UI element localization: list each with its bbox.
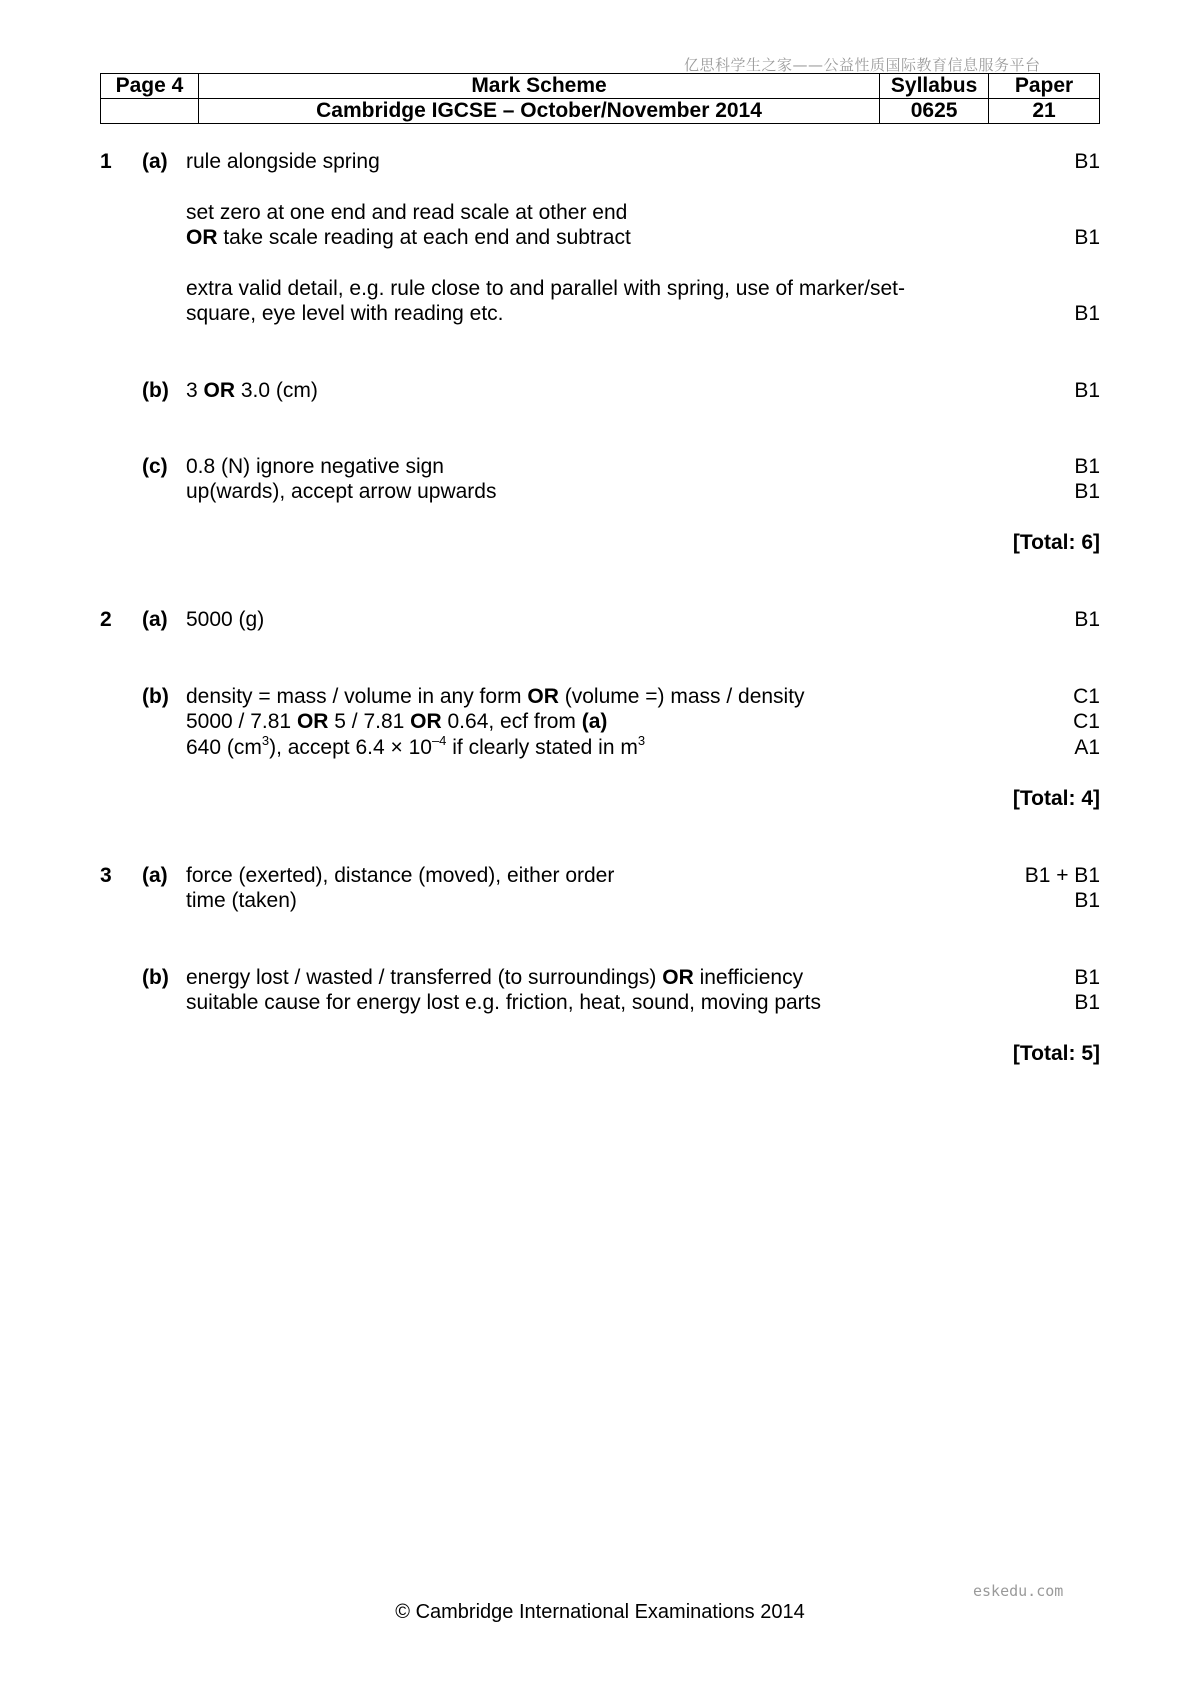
part-label: (a)	[142, 150, 168, 173]
answer-text: inefficiency	[693, 966, 804, 989]
superscript: 3	[261, 733, 270, 748]
answer-text: (volume =) mass / density	[558, 685, 805, 708]
answer-line: square, eye level with reading etc.	[186, 302, 504, 325]
watermark-top: 亿思科学生之家——公益性质国际教育信息服务平台	[684, 56, 1041, 74]
answer-line	[186, 226, 631, 250]
answer-line	[186, 379, 318, 403]
or-keyword: OR	[186, 226, 218, 249]
answer-line	[186, 685, 805, 709]
mark: B1	[1074, 480, 1100, 503]
or-keyword: OR	[410, 710, 442, 733]
or-keyword: OR	[527, 685, 559, 708]
answer-text: ), accept 6.4 × 10	[269, 736, 432, 759]
question-total: [Total: 5]	[1012, 1042, 1100, 1065]
answer-line: suitable cause for energy lost e.g. friction, heat, sound, moving parts	[186, 991, 822, 1014]
mark: B1	[1074, 150, 1100, 173]
answer-text: 5000 / 7.81	[186, 710, 297, 733]
mark: C1	[1073, 685, 1100, 708]
question-total: [Total: 6]	[1012, 531, 1100, 554]
mark: B1	[1074, 379, 1100, 402]
answer-line	[186, 966, 803, 990]
part-label: (a)	[142, 608, 168, 631]
page-label: Page 4	[101, 74, 199, 99]
or-keyword: OR	[296, 710, 329, 733]
answer-line: extra valid detail, e.g. rule close to and parallel with spring, use of marker/set-	[186, 277, 906, 300]
question-number: 1	[100, 150, 112, 173]
paper-label: Paper	[989, 74, 1100, 99]
header-blank-cell	[101, 99, 199, 124]
part-label: (b)	[142, 966, 169, 989]
answer-line: 5000 (g)	[186, 608, 265, 631]
answer-line	[186, 733, 646, 760]
question-number: 3	[100, 864, 112, 887]
part-label: (b)	[142, 685, 169, 708]
or-keyword: OR	[662, 966, 694, 989]
mark: B1	[1074, 226, 1100, 249]
answer-text: 3	[186, 379, 204, 402]
header-title: Mark Scheme	[198, 74, 879, 99]
header-table	[100, 73, 1100, 124]
mark: B1	[1074, 889, 1100, 912]
question-total: [Total: 4]	[1012, 787, 1100, 810]
mark: B1	[1074, 966, 1100, 989]
superscript: 3	[637, 733, 646, 748]
answer-text: density = mass / volume in any form	[186, 685, 528, 708]
mark: B1	[1074, 302, 1100, 325]
answer-text: 5 / 7.81	[328, 710, 411, 733]
part-reference: (a)	[581, 710, 608, 733]
answer-line: force (exerted), distance (moved), either order	[186, 864, 615, 887]
mark: B1	[1074, 991, 1100, 1014]
answer-text: energy lost / wasted / transferred (to surroundings)	[186, 966, 663, 989]
answer-line: time (taken)	[186, 889, 297, 912]
header-subtitle: Cambridge IGCSE – October/November 2014	[198, 99, 879, 124]
answer-text: take scale reading at each end and subtract	[217, 226, 631, 249]
answer-line: 0.8 (N) ignore negative sign	[186, 455, 444, 478]
paper-value: 21	[989, 99, 1100, 124]
answer-text: 640 (cm	[186, 736, 262, 759]
part-label: (a)	[142, 864, 168, 887]
answer-line: rule alongside spring	[186, 150, 380, 173]
footer-copyright: © Cambridge International Examinations 2014	[395, 1601, 805, 1623]
answer-line: up(wards), accept arrow upwards	[186, 480, 497, 503]
mark: B1	[1074, 608, 1100, 631]
watermark-bottom: eskedu.com	[973, 1582, 1064, 1600]
question-number: 2	[100, 608, 112, 631]
answer-text: 0.64, ecf from	[441, 710, 582, 733]
mark: C1	[1073, 710, 1100, 733]
syllabus-value: 0625	[880, 99, 989, 124]
answer-line: set zero at one end and read scale at other end	[186, 201, 628, 224]
mark: B1	[1074, 455, 1100, 478]
mark: B1 + B1	[1024, 864, 1100, 887]
syllabus-label: Syllabus	[880, 74, 989, 99]
mark: A1	[1074, 736, 1100, 759]
part-label: (c)	[142, 455, 168, 478]
superscript: –4	[431, 733, 447, 748]
answer-text: 3.0 (cm)	[235, 379, 318, 402]
answer-text: if clearly stated in m	[446, 736, 638, 759]
or-keyword: OR	[203, 379, 236, 402]
answer-line	[186, 710, 607, 734]
part-label: (b)	[142, 379, 169, 402]
